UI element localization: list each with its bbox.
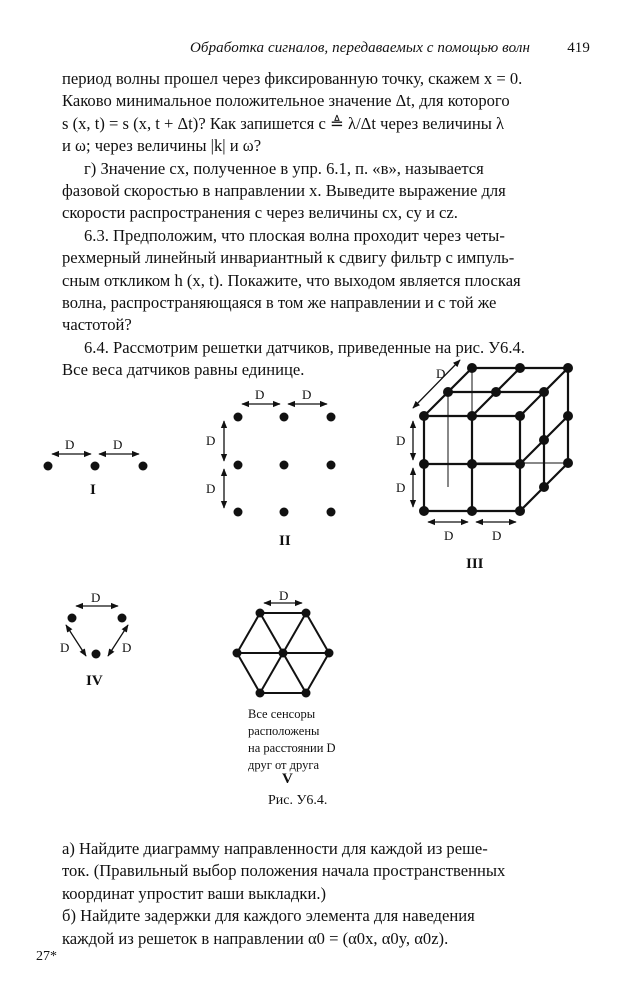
array-label-2: II [279,533,291,549]
sensor [44,462,53,471]
text-line: s (x, t) = s (x, t + Δt)? Как запишется c ≜ λ/Δt через величины λ [62,113,505,133]
text-block-bottom [62,838,592,950]
spacing-label: D [113,437,123,452]
text-line: Все веса датчиков равны единице. [62,360,305,380]
text-line: 6.3. Предположим, что плоская волна проходит через четы- [84,225,505,245]
array-label-3: III [466,556,484,572]
text-line: а) Найдите диаграмму направленности для каждой из реше- [62,839,488,858]
spacing-label: D [206,433,216,448]
spacing-label: D [436,366,446,381]
text-line: Каково минимальное положительное значение Δt, для которого [62,91,510,111]
page-number: 419 [567,40,590,56]
header-title: Обработка сигналов, передаваемых с помощью волн [190,40,531,56]
spacing-label: D [492,528,502,543]
text-line: каждой из решеток в направлении α0 = (α0x, α0y, α0z). [62,928,449,948]
array-label-4: IV [86,673,103,689]
spacing-label: D [302,387,312,402]
text-line: координат упростит ваши выкладки.) [62,883,327,903]
signature-mark: 27* [36,949,57,964]
spacing-label: D [279,588,289,603]
figure-note: Все сенсоры расположены на расстоянии D друг от друга [248,707,336,772]
text-line: б) Найдите задержки для каждого элемента для наведения [62,906,475,926]
sensor [139,462,148,471]
text-line: и ω; через величины |k| и ω? [62,136,262,156]
text-line: г) Значение cx, полученное в упр. 6.1, п. «в», называется [84,158,484,178]
text-line: фазовой скоростью в направлении x. Выведите выражение для [62,181,506,201]
text-line: волна, распространяющаяся в том же направлении и с той же [62,293,497,313]
array-label-5: V [282,771,293,787]
text-line: 6.4. Рассмотрим решетки датчиков, приведенные на рис. У6.4. [84,337,525,357]
spacing-label: D [396,433,406,448]
spacing-label: D [444,528,454,543]
array-label-1: I [90,482,96,498]
text-line: частотой? [62,315,132,335]
text-line: сным откликом h (x, t). Покажите, что выходом является плоская [62,270,521,290]
spacing-label: D [65,437,75,452]
sensor [91,462,100,471]
spacing-label: D [206,481,216,496]
spacing-label: D [255,387,265,402]
text-line: ток. (Правильный выбор положения начала пространственных [62,861,506,881]
array-4 [66,606,128,659]
array-2 [224,404,336,517]
text-line: скорости распространения c через величины cx, cy и cz. [62,203,458,223]
spacing-label: D [396,480,406,495]
text-line: рехмерный линейный инвариантный к сдвигу фильтр с импуль- [62,248,515,268]
figure-caption: Рис. У6.4. [268,793,328,808]
spacing-label: D [60,640,70,655]
spacing-label: D [122,640,132,655]
spacing-label: D [91,590,101,605]
array-3-arrows [413,360,516,522]
text-line: период волны прошел через фиксированную точку, скажем x = 0. [62,69,523,88]
array-1 [44,454,148,471]
